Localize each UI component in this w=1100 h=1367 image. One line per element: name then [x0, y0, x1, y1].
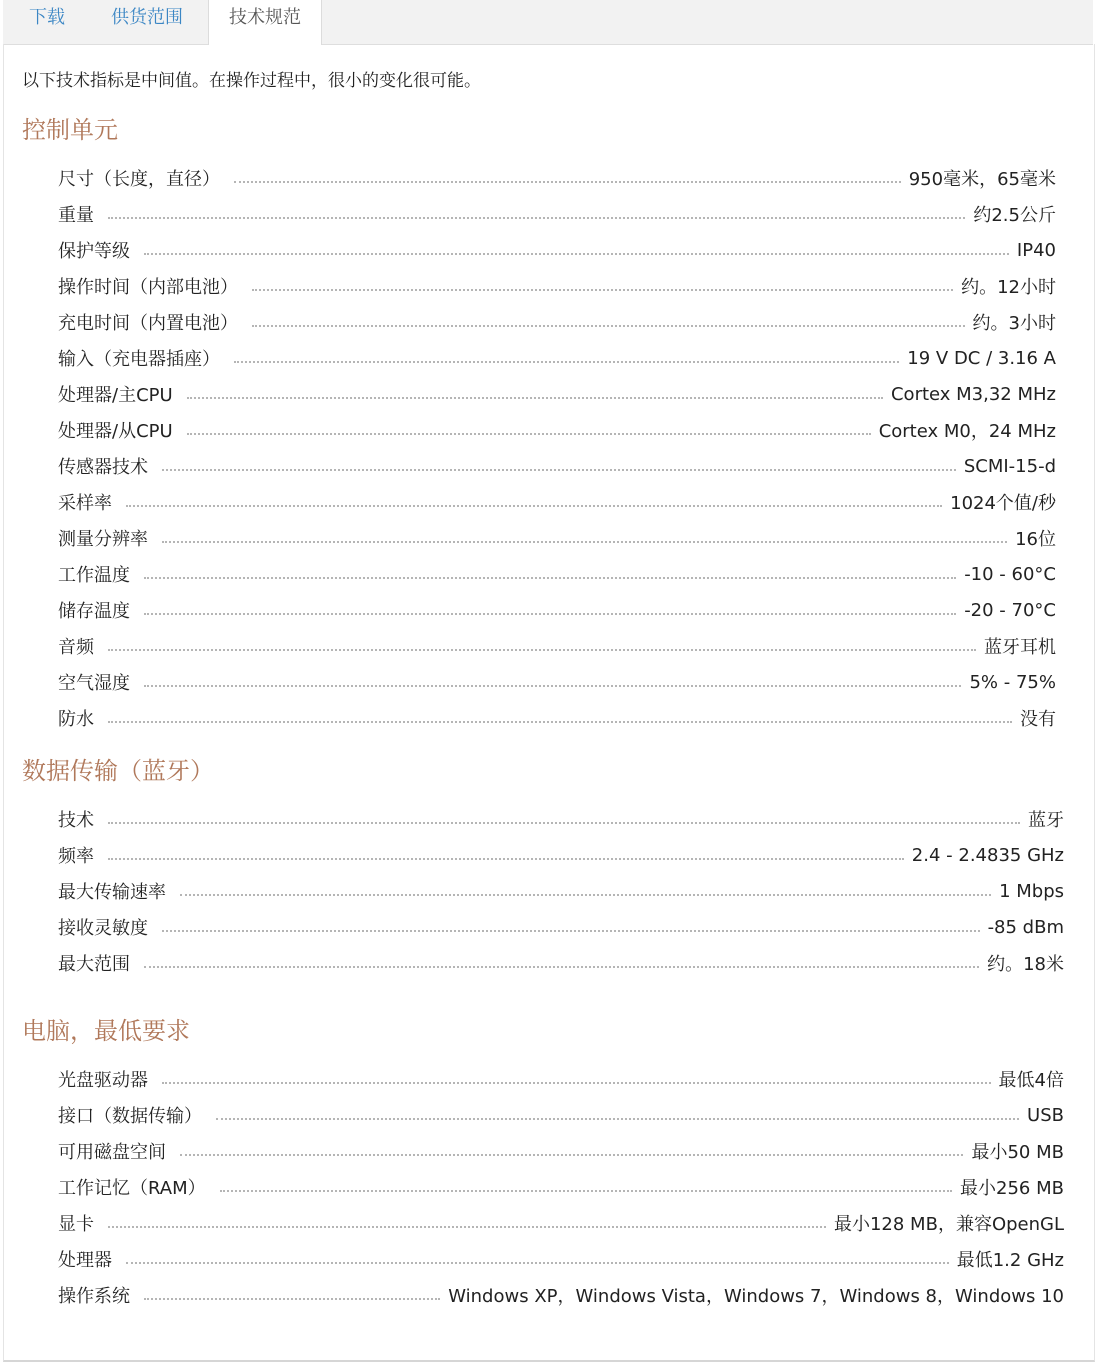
- dot-leader: [108, 858, 904, 860]
- spec-value: 16位: [1015, 529, 1056, 550]
- spec-label: 储存温度: [58, 601, 130, 622]
- spec-label: 测量分辨率: [58, 529, 148, 550]
- spec-label: 工作记忆（RAM）: [58, 1178, 206, 1199]
- dot-leader: [144, 1298, 440, 1300]
- section-title-data-transfer: 数据传输（蓝牙）: [22, 757, 214, 785]
- spec-row: [58, 160, 1056, 196]
- spec-label: 频率: [58, 846, 94, 867]
- spec-value: 约。18米: [987, 954, 1064, 975]
- dot-leader: [187, 397, 883, 399]
- spec-value: USB: [1027, 1104, 1064, 1126]
- spec-value: 蓝牙: [1028, 810, 1064, 831]
- section-title-pc-requirements: 电脑，最低要求: [22, 1017, 190, 1045]
- spec-label: 输入（充电器插座）: [58, 349, 220, 370]
- spec-row: [58, 700, 1056, 736]
- spec-label: 尺寸（长度，直径）: [58, 169, 220, 190]
- spec-row: [58, 340, 1056, 376]
- spec-value: 1 Mbps: [999, 880, 1064, 902]
- tab-bar: [3, 0, 1093, 45]
- spec-label: 接收灵敏度: [58, 918, 148, 939]
- spec-value: 2.4 - 2.4835 GHz: [911, 844, 1064, 866]
- spec-value: Windows XP，Windows Vista，Windows 7，Windows 8，Windows 10: [448, 1286, 1064, 1307]
- spec-label: 处理器/从CPU: [58, 421, 173, 442]
- spec-row: [58, 484, 1056, 520]
- spec-label: 音频: [58, 637, 94, 658]
- spec-row: [58, 556, 1056, 592]
- dot-leader: [252, 325, 965, 327]
- spec-row: [58, 801, 1064, 837]
- dot-leader: [252, 289, 953, 291]
- spec-row: [58, 1097, 1064, 1133]
- spec-label: 工作温度: [58, 565, 130, 586]
- spec-label: 接口（数据传输）: [58, 1106, 202, 1127]
- spec-value: Cortex M0，24 MHz: [878, 421, 1056, 442]
- spec-row: [58, 412, 1056, 448]
- spec-row: [58, 196, 1056, 232]
- dot-leader: [126, 505, 942, 507]
- spec-label: 防水: [58, 709, 94, 730]
- spec-label: 处理器/主CPU: [58, 385, 173, 406]
- dot-leader: [162, 1082, 991, 1084]
- spec-row: [58, 304, 1056, 340]
- spec-value: 蓝牙耳机: [984, 637, 1056, 658]
- dot-leader: [144, 685, 961, 687]
- spec-value: 最小256 MB: [960, 1178, 1064, 1199]
- spec-row: [58, 873, 1064, 909]
- spec-label: 充电时间（内置电池）: [58, 313, 238, 334]
- spec-label: 显卡: [58, 1214, 94, 1235]
- spec-value: SCMI-15-d: [963, 455, 1056, 477]
- spec-value: 约。3小时: [972, 313, 1056, 334]
- spec-row: [58, 268, 1056, 304]
- spec-value: 5% - 75%: [969, 671, 1056, 693]
- dot-leader: [108, 822, 1020, 824]
- spec-label: 最大传输速率: [58, 882, 166, 903]
- spec-label: 重量: [58, 205, 94, 226]
- dot-leader: [108, 1226, 826, 1228]
- dot-leader: [180, 894, 991, 896]
- spec-row: [58, 520, 1056, 556]
- spec-value: 19 V DC / 3.16 A: [907, 347, 1056, 369]
- dot-leader: [234, 361, 899, 363]
- tab-download[interactable]: 下载: [29, 7, 65, 28]
- spec-value: IP40: [1016, 239, 1056, 261]
- spec-row: [58, 376, 1056, 412]
- spec-row: [58, 1169, 1064, 1205]
- spec-label: 最大范围: [58, 954, 130, 975]
- spec-label: 操作系统: [58, 1286, 130, 1307]
- dot-leader: [108, 721, 1012, 723]
- spec-label: 可用磁盘空间: [58, 1142, 166, 1163]
- spec-value: 最低1.2 GHz: [956, 1250, 1064, 1271]
- dot-leader: [162, 469, 956, 471]
- dot-leader: [108, 649, 976, 651]
- spec-label: 光盘驱动器: [58, 1070, 148, 1091]
- spec-value: 最小128 MB，兼容OpenGL: [833, 1214, 1064, 1235]
- dot-leader: [126, 1262, 949, 1264]
- dot-leader: [162, 930, 980, 932]
- tab-scope-of-delivery[interactable]: 供货范围: [111, 7, 183, 28]
- spec-value: Cortex M3,32 MHz: [890, 383, 1056, 405]
- spec-value: 最小50 MB: [971, 1142, 1064, 1163]
- spec-value: 1024个值/秒: [950, 493, 1056, 514]
- dot-leader: [144, 253, 1009, 255]
- spec-value: 最低4倍: [998, 1070, 1064, 1091]
- spec-row: [58, 592, 1056, 628]
- section-title-control-unit: 控制单元: [22, 116, 118, 144]
- dot-leader: [162, 541, 1007, 543]
- spec-row: [58, 628, 1056, 664]
- spec-label: 空气湿度: [58, 673, 130, 694]
- dot-leader: [108, 217, 965, 219]
- intro-text: 以下技术指标是中间值。在操作过程中，很小的变化很可能。: [22, 71, 481, 91]
- spec-value: -20 - 70°C: [964, 599, 1056, 621]
- spec-label: 传感器技术: [58, 457, 148, 478]
- dot-leader: [216, 1118, 1019, 1120]
- spec-row: [58, 837, 1064, 873]
- spec-value: 约2.5公斤: [973, 205, 1056, 226]
- spec-value: 950毫米，65毫米: [908, 169, 1056, 190]
- spec-label: 技术: [58, 810, 94, 831]
- dot-leader: [180, 1154, 963, 1156]
- spec-value: 没有: [1020, 709, 1056, 730]
- spec-label: 保护等级: [58, 241, 130, 262]
- spec-label: 处理器: [58, 1250, 112, 1271]
- spec-row: [58, 664, 1056, 700]
- spec-row: [58, 1061, 1064, 1097]
- spec-value: -10 - 60°C: [964, 563, 1056, 585]
- spec-row: [58, 945, 1064, 981]
- spec-value: 约。12小时: [961, 277, 1056, 298]
- dot-leader: [220, 1190, 952, 1192]
- spec-row: [58, 448, 1056, 484]
- tab-technical-specs[interactable]: 技术规范: [208, 0, 322, 45]
- dot-leader: [187, 433, 871, 435]
- spec-value: -85 dBm: [987, 916, 1064, 938]
- spec-row: [58, 232, 1056, 268]
- dot-leader: [144, 577, 956, 579]
- spec-row: [58, 1133, 1064, 1169]
- spec-row: [58, 1205, 1064, 1241]
- spec-row: [58, 1241, 1064, 1277]
- dot-leader: [144, 613, 956, 615]
- spec-label: 采样率: [58, 493, 112, 514]
- dot-leader: [144, 966, 979, 968]
- dot-leader: [234, 181, 901, 183]
- spec-row: [58, 909, 1064, 945]
- spec-label: 操作时间（内部电池）: [58, 277, 238, 298]
- spec-row: [58, 1277, 1064, 1313]
